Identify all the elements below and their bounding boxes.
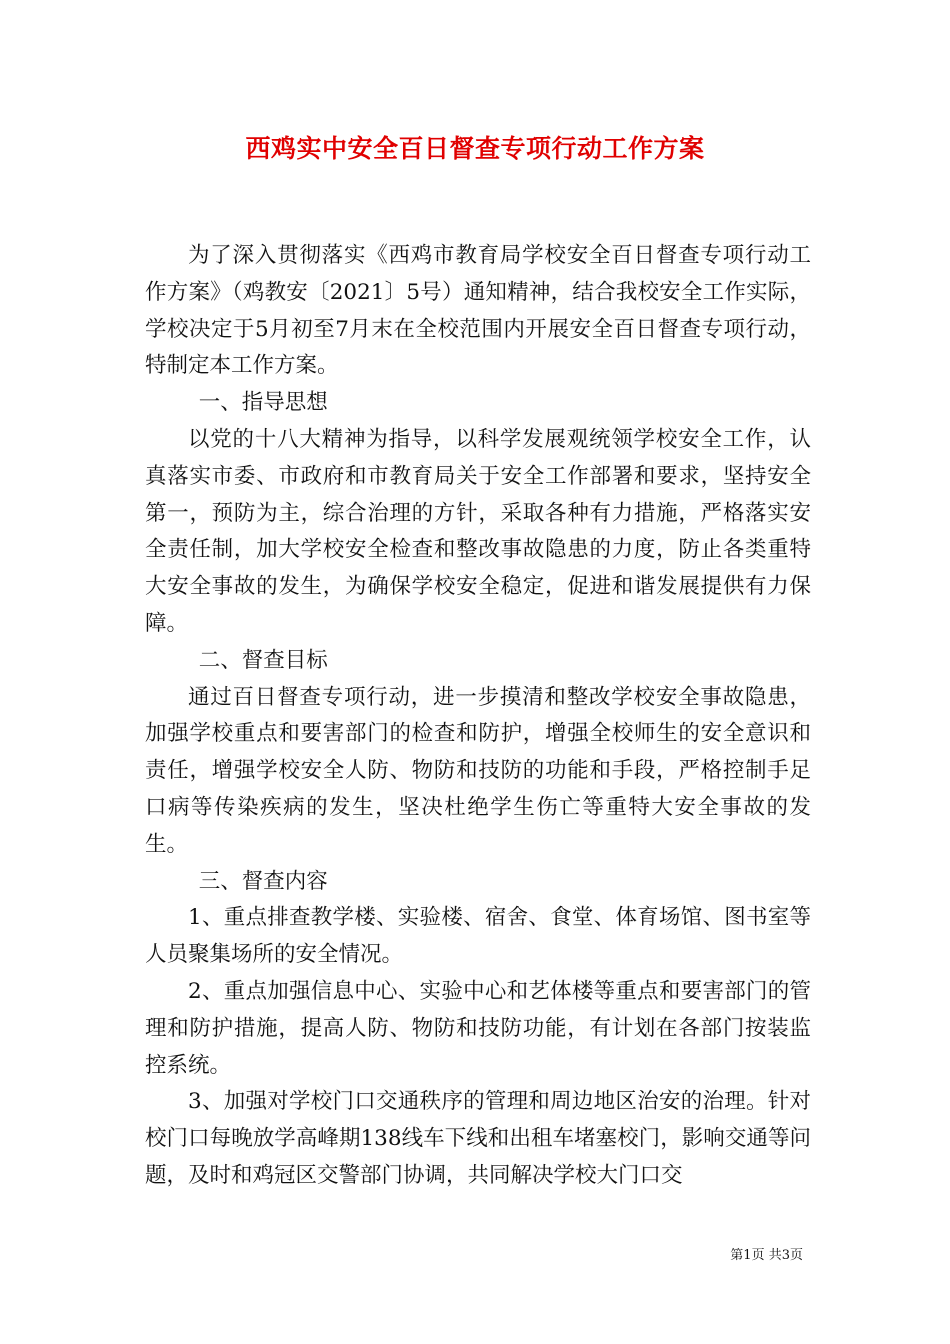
section-heading-content: 三、督查内容 — [198, 868, 328, 894]
content-item-1: 1、重点排查教学楼、实验楼、宿舍、食堂、体育场馆、图书室等人员聚集场所的安全情况。 — [145, 905, 811, 968]
paragraph-objectives: 通过百日督查专项行动，进一步摸清和整改学校安全事故隐患，加强学校重点和要害部门的检查和防护，增强全校师生的安全意识和责任，增强学校安全人防、物防和技防的功能和手段，严格控制手足口病等传染疾病的发生，坚决杜绝学生伤亡等重特大安全事故的发生。 — [145, 684, 811, 857]
footer-prefix: 第 — [730, 1248, 744, 1263]
intro-paragraph: 为了深入贯彻落实《西鸡市教育局学校安全百日督查专项行动工作方案》（鸡教安〔2021〕5号）通知精神，结合我校安全工作实际，学校决定于5月初至7月末在全校范围内开展安全百日督查专项行动，特制定本工作方案。 — [145, 243, 811, 379]
document-body — [145, 238, 811, 1195]
section-heading-objectives: 二、督查目标 — [198, 647, 328, 673]
content-item-3: 3、加强对学校门口交通秩序的管理和周边地区治安的治理。针对校门口每晚放学高峰期138线车下线和出租车堵塞校门，影响交通等问题，及时和鸡冠区交警部门协调，共同解决学校大门口交 — [145, 1089, 811, 1188]
paragraph-guiding-ideology: 以党的十八大精神为指导，以科学发展观统领学校安全工作，认真落实市委、市政府和市教育局关于安全工作部署和要求，坚持安全第一，预防为主，综合治理的方针，采取各种有力措施，严格落实安全责任制，加大学校安全检查和整改事故隐患的力度，防止各类重特大安全事故的发生，为确保学校安全稳定，促进和谐发展提供有力保障。 — [145, 426, 811, 636]
section-heading-guiding-ideology: 一、指导思想 — [198, 390, 328, 416]
content-item-2: 2、重点加强信息中心、实验中心和艺体楼等重点和要害部门的管理和防护措施，提高人防、物防和技防功能，有计划在各部门按装监控系统。 — [145, 978, 811, 1078]
footer-suffix: 页 — [789, 1248, 803, 1263]
page-footer — [730, 1247, 803, 1265]
footer-total-pages: 3 — [781, 1248, 790, 1263]
footer-current-page: 1 — [743, 1248, 752, 1263]
footer-mid: 页 共 — [751, 1248, 782, 1263]
document-title: 西鸡实中安全百日督查专项行动工作方案 — [245, 134, 705, 163]
